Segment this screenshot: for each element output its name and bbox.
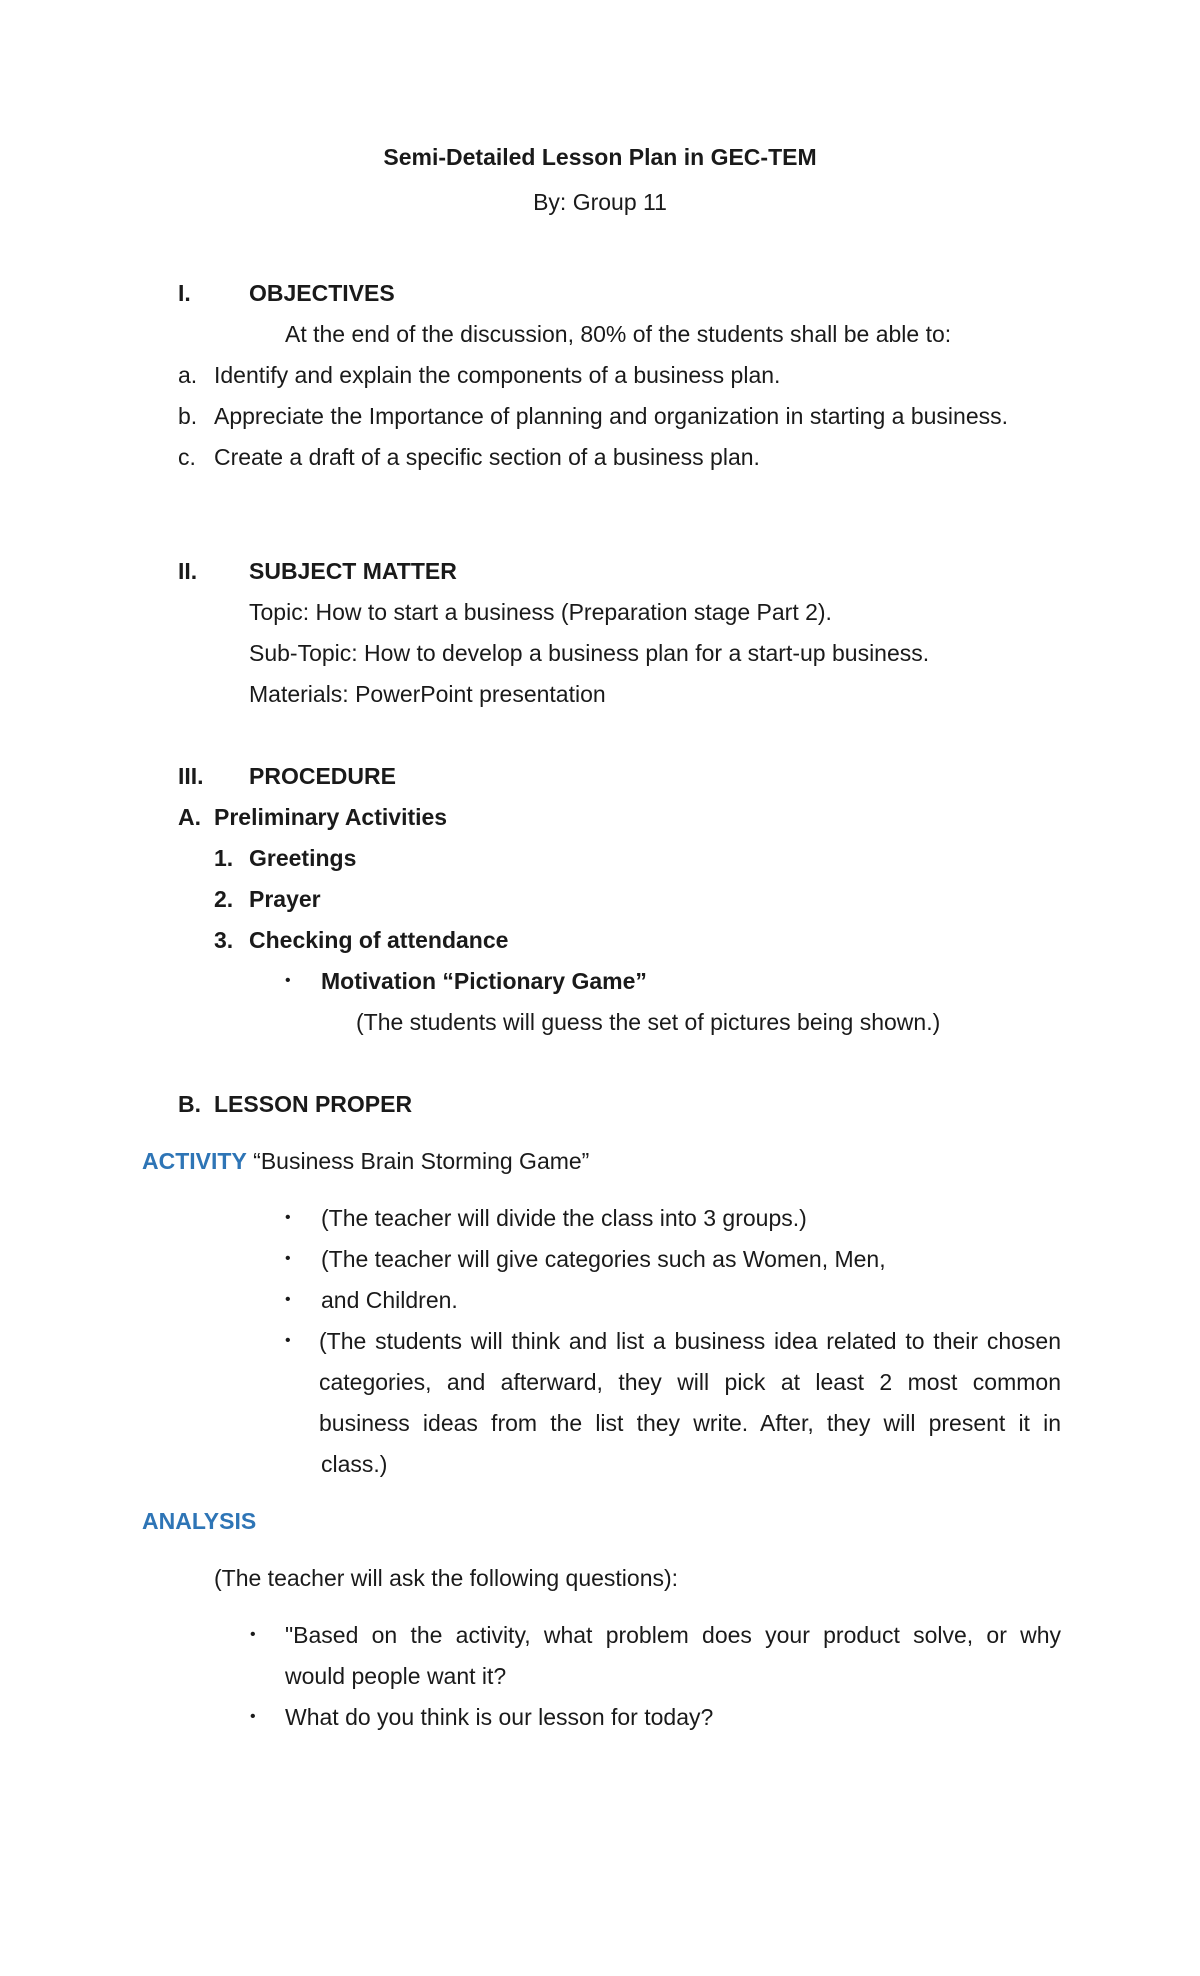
sub-topic: Sub-Topic: How to develop a business plan for a start-up business. (249, 640, 930, 666)
analysis-question: What do you think is our lesson for today? (285, 1704, 714, 1730)
motivation-note: (The students will guess the set of pictures being shown.) (356, 1009, 941, 1035)
objective-letter: b. (178, 403, 198, 429)
objectives-heading: OBJECTIVES (249, 280, 395, 306)
step-number: 1. (214, 845, 234, 871)
bullet-icon: • (285, 1209, 291, 1226)
analysis-question-line: would people want it? (285, 1663, 507, 1689)
subject-heading: SUBJECT MATTER (249, 558, 457, 584)
lesson-proper-heading: LESSON PROPER (214, 1091, 413, 1117)
activity-bullet: and Children. (321, 1287, 458, 1313)
bullet-icon: • (285, 1332, 291, 1349)
activity-bullet: (The teacher will divide the class into 3 groups.) (321, 1205, 807, 1231)
section-number: III. (178, 763, 204, 789)
activity-heading (142, 1147, 589, 1175)
subsection-letter: A. (178, 804, 201, 830)
activity-bullet-line: business ideas from the list they write. After, they will present it in (319, 1410, 1061, 1436)
bullet-icon: • (250, 1708, 256, 1725)
activity-bullet-line: (The students will think and list a business idea related to their chosen (319, 1328, 1061, 1354)
activity-bullet-line: class.) (321, 1451, 388, 1477)
page-title: Semi-Detailed Lesson Plan in GEC-TEM (383, 144, 817, 170)
analysis-heading: ANALYSIS (142, 1508, 257, 1534)
materials: Materials: PowerPoint presentation (249, 681, 606, 707)
step-item: Greetings (249, 845, 357, 871)
objective-item: Identify and explain the components of a business plan. (214, 362, 781, 388)
step-number: 2. (214, 886, 234, 912)
step-number: 3. (214, 927, 234, 953)
activity-bullet-line: categories, and afterward, they will pick at least 2 most common (319, 1369, 1061, 1395)
bullet-icon: • (250, 1626, 256, 1643)
activity-title: “Business Brain Storming Game” (253, 1148, 590, 1174)
preliminary-heading: Preliminary Activities (214, 804, 448, 830)
bullet-icon: • (285, 1250, 291, 1267)
byline: By: Group 11 (533, 189, 667, 215)
motivation: Motivation “Pictionary Game” (321, 968, 647, 994)
activity-bullet: (The teacher will give categories such as Women, Men, (321, 1246, 886, 1272)
topic: Topic: How to start a business (Preparation stage Part 2). (249, 599, 832, 625)
step-item: Checking of attendance (249, 927, 509, 953)
bullet-icon: • (285, 1291, 291, 1308)
subsection-letter: B. (178, 1091, 201, 1117)
objective-item: Appreciate the Importance of planning and organization in starting a business. (214, 403, 1009, 429)
procedure-heading: PROCEDURE (249, 763, 396, 789)
analysis-intro: (The teacher will ask the following questions): (214, 1565, 679, 1591)
section-number: II. (178, 558, 198, 584)
objective-item: Create a draft of a specific section of a business plan. (214, 444, 760, 470)
objectives-intro: At the end of the discussion, 80% of the students shall be able to: (285, 321, 952, 347)
objective-letter: c. (178, 444, 196, 470)
objective-letter: a. (178, 362, 198, 388)
section-number: I. (178, 280, 191, 306)
step-item: Prayer (249, 886, 321, 912)
activity-label: ACTIVITY (142, 1148, 247, 1174)
analysis-question-line: "Based on the activity, what problem does your product solve, or why (285, 1622, 1061, 1648)
bullet-icon: • (285, 972, 291, 989)
